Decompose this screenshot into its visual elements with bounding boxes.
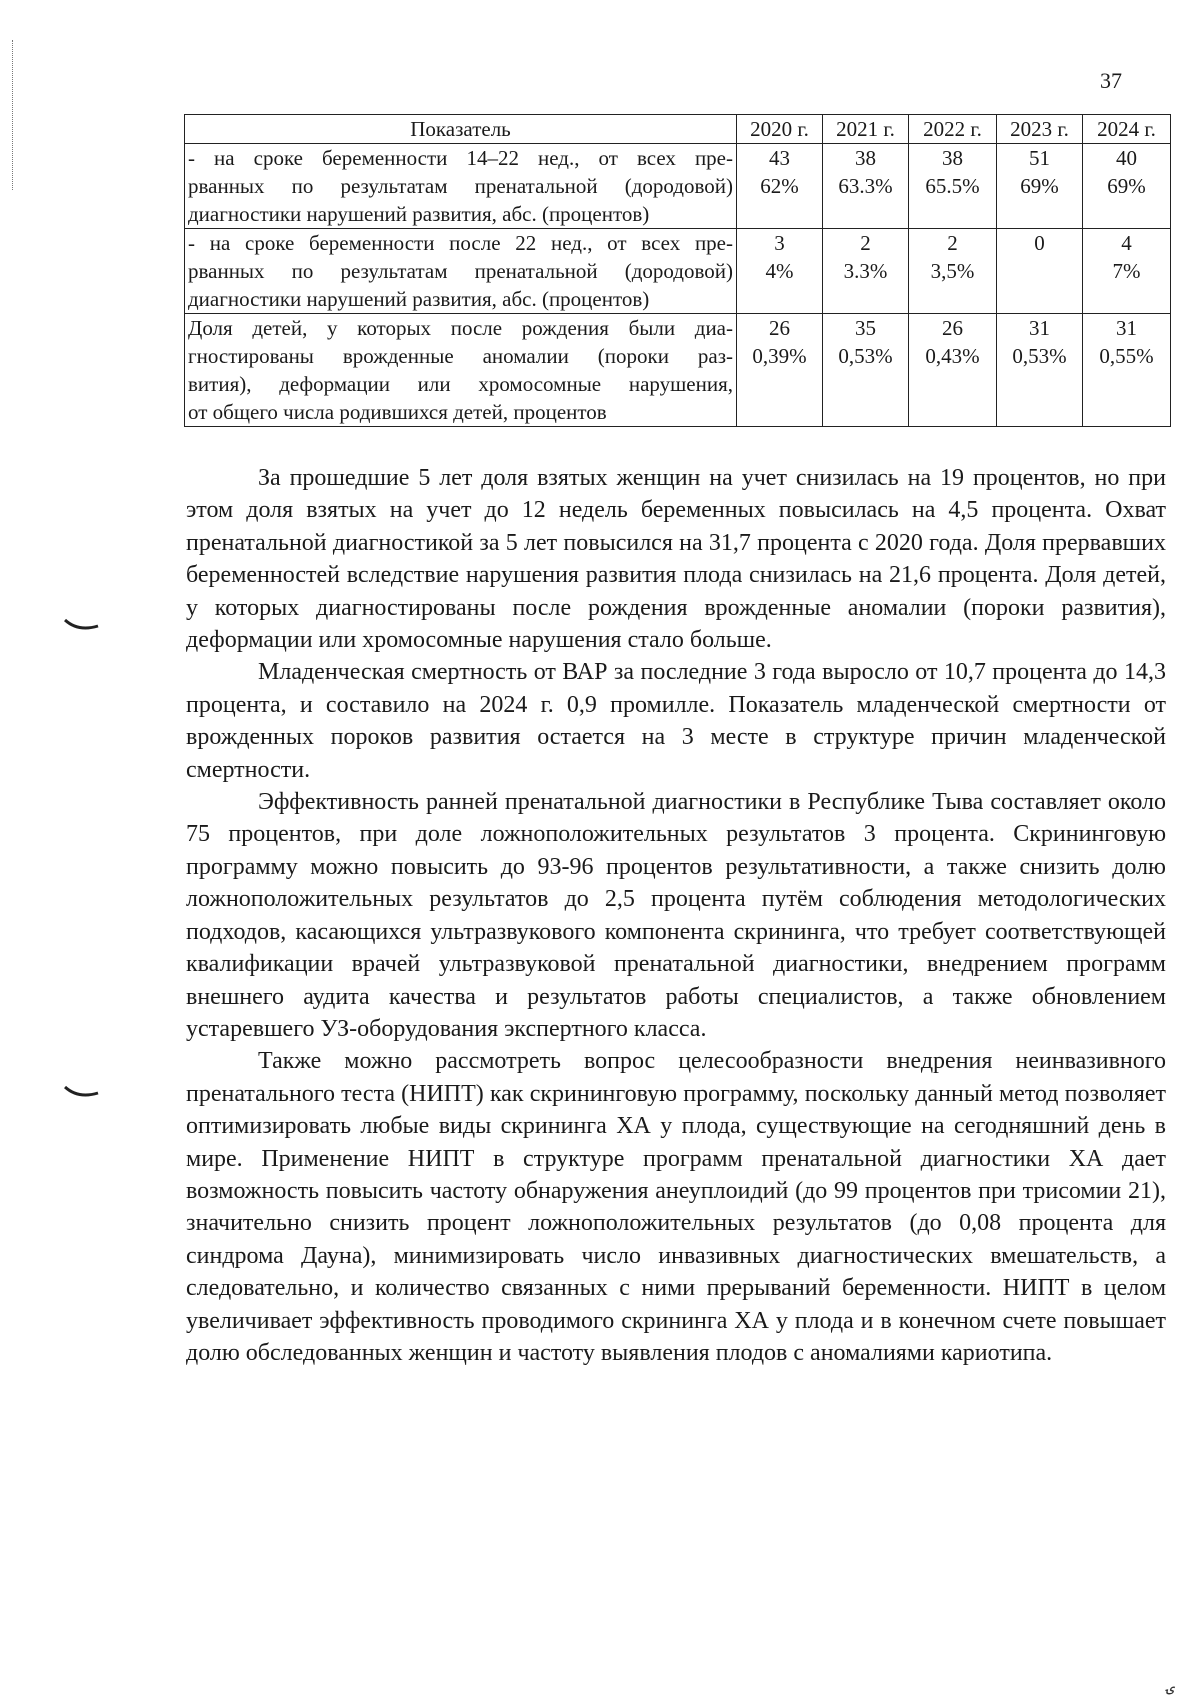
abs-value: 31: [1116, 316, 1137, 340]
header-year: 2022 г.: [909, 115, 997, 144]
body-text: [186, 462, 1166, 1369]
pct-value: 7%: [1112, 259, 1141, 283]
abs-value: 38: [855, 146, 876, 170]
abs-value: 2: [947, 231, 958, 255]
pct-value: 63.3%: [838, 174, 893, 198]
abs-value: 26: [769, 316, 790, 340]
value-cell: [909, 229, 997, 314]
statistics-table: [184, 114, 1171, 427]
abs-value: 35: [855, 316, 876, 340]
paragraph: Также можно рассмотреть вопрос целесообразности внедрения неинвазивного пренатального теста (НИПТ) как скрининговую программу, поскольку данный метод позволяет оптимизировать любые виды скрининга ХА у плода, существующие на сегодняшний день в мире. Применение НИПТ в структуре программ пренатальной диагностики ХА дает возможность повысить частоту обнаружения анеуплоидий (до 99 процентов при трисомии 21), значительно снизить процент ложноположительных результатов (до 0,08 процента для синдрома Дауна), минимизировать число инвазивных диагностических вмешательств, а следовательно, и количество связанных с ними прерываний беременности. НИПТ в целом увеличивает эффективность проводимого скрининга ХА у плода и в конечном счете повышает долю обследованных женщин и частоту выявления плодов с аномалиями кариотипа.: [186, 1048, 1166, 1366]
pct-value: 0,53%: [838, 344, 893, 368]
value-cell: [823, 229, 909, 314]
table-header-row: [185, 115, 1171, 144]
value-cell: [909, 314, 997, 427]
value-cell: [1083, 144, 1171, 229]
value-cell: [737, 314, 823, 427]
value-cell: [737, 144, 823, 229]
value-cell: [1083, 229, 1171, 314]
header-year: 2020 г.: [737, 115, 823, 144]
value-cell: [909, 144, 997, 229]
abs-value: 40: [1116, 146, 1137, 170]
value-cell: [823, 144, 909, 229]
abs-value: 26: [942, 316, 963, 340]
abs-value: 3: [774, 231, 785, 255]
margin-tick-mark: [64, 618, 100, 634]
indicator-line: Доля детей, у которых после рождения были диа-: [188, 316, 733, 340]
header-year: 2021 г.: [823, 115, 909, 144]
value-cell: [997, 314, 1083, 427]
abs-value: 2: [860, 231, 871, 255]
paragraph: Младенческая смертность от ВАР за последние 3 года выросло от 10,7 процента до 14,3 процента, и составило на 2024 г. 0,9 промилле. Показатель младенческой смертности от врожденных пороков развития остается на 3 месте в структуре причин младенческой смертности.: [186, 659, 1166, 783]
header-year: 2023 г.: [997, 115, 1083, 144]
indicator-line: рванных по результатам пренатальной (дородовой): [188, 259, 733, 283]
pct-value: 4%: [765, 259, 794, 283]
table-row: [185, 144, 1171, 229]
header-year: 2024 г.: [1083, 115, 1171, 144]
abs-value: 0: [1034, 231, 1045, 255]
page-number: 37: [1100, 68, 1122, 93]
indicator-line: диагностики нарушений развития, абс. (процентов): [188, 202, 650, 226]
indicator-line: рванных по результатам пренатальной (дородовой): [188, 174, 733, 198]
pct-value: 69%: [1020, 174, 1059, 198]
pct-value: 0,43%: [925, 344, 980, 368]
value-cell: [1083, 314, 1171, 427]
table-row: [185, 314, 1171, 427]
pct-value: 3.3%: [843, 259, 888, 283]
pct-value: 3,5%: [930, 259, 975, 283]
indicator-cell: [185, 314, 737, 427]
abs-value: 43: [769, 146, 790, 170]
pct-value: 65.5%: [925, 174, 980, 198]
abs-value: 38: [942, 146, 963, 170]
indicator-cell: [185, 144, 737, 229]
indicator-line: от общего числа родившихся детей, процентов: [188, 400, 607, 424]
pct-value: 0,53%: [1012, 344, 1067, 368]
pct-value: 69%: [1107, 174, 1146, 198]
value-cell: [823, 314, 909, 427]
value-cell: [997, 229, 1083, 314]
indicator-line: - на сроке беременности 14–22 нед., от всех пре-: [188, 146, 733, 170]
indicator-line: гностированы врожденные аномалии (пороки раз-: [188, 344, 733, 368]
abs-value: 51: [1029, 146, 1050, 170]
paragraph: За прошедшие 5 лет доля взятых женщин на учет снизилась на 19 процентов, но при этом доля взятых на учет до 12 недель беременных повысилась на 4,5 процента. Охват пренатальной диагностикой за 5 лет повысился на 31,7 процента с 2020 года. Доля прервавших беременностей вследствие нарушения развития плода снизилась на 21,6 процента. Доля детей, у которых диагностированы после рождения врожденные аномалии (пороки развития), деформации или хромосомные нарушения стало больше.: [186, 465, 1166, 654]
margin-tick-mark: [64, 1085, 100, 1101]
abs-value: 31: [1029, 316, 1050, 340]
scan-edge-dots: [12, 40, 14, 190]
pct-value: 0,55%: [1099, 344, 1154, 368]
indicator-cell: [185, 229, 737, 314]
indicator-line: вития), деформации или хромосомные нарушения,: [188, 372, 733, 396]
value-cell: [737, 229, 823, 314]
pct-value: 62%: [760, 174, 799, 198]
pct-value: 0,39%: [752, 344, 807, 368]
value-cell: [997, 144, 1083, 229]
table-row: [185, 229, 1171, 314]
abs-value: 4: [1121, 231, 1132, 255]
indicator-line: - на сроке беременности после 22 нед., от всех пре-: [188, 231, 733, 255]
corner-mark: ۍ: [1166, 1681, 1175, 1696]
paragraph: Эффективность ранней пренатальной диагностики в Республике Тыва составляет около 75 процентов, при доле ложноположительных результатов 3 процента. Скрининговую программу можно повысить до 93-96 процентов результативности, а также снизить долю ложноположительных результатов до 2,5 процента путём соблюдения методологических подходов, касающихся ультразвукового компонента скрининга, что требует соответствующей квалификации врачей ультразвуковой пренатальной диагностики, внедрением программ внешнего аудита качества и результатов работы специалистов, а также обновлением устаревшего УЗ-оборудования экспертного класса.: [186, 789, 1166, 1042]
header-indicator: Показатель: [185, 115, 737, 144]
indicator-line: диагностики нарушений развития, абс. (процентов): [188, 287, 650, 311]
